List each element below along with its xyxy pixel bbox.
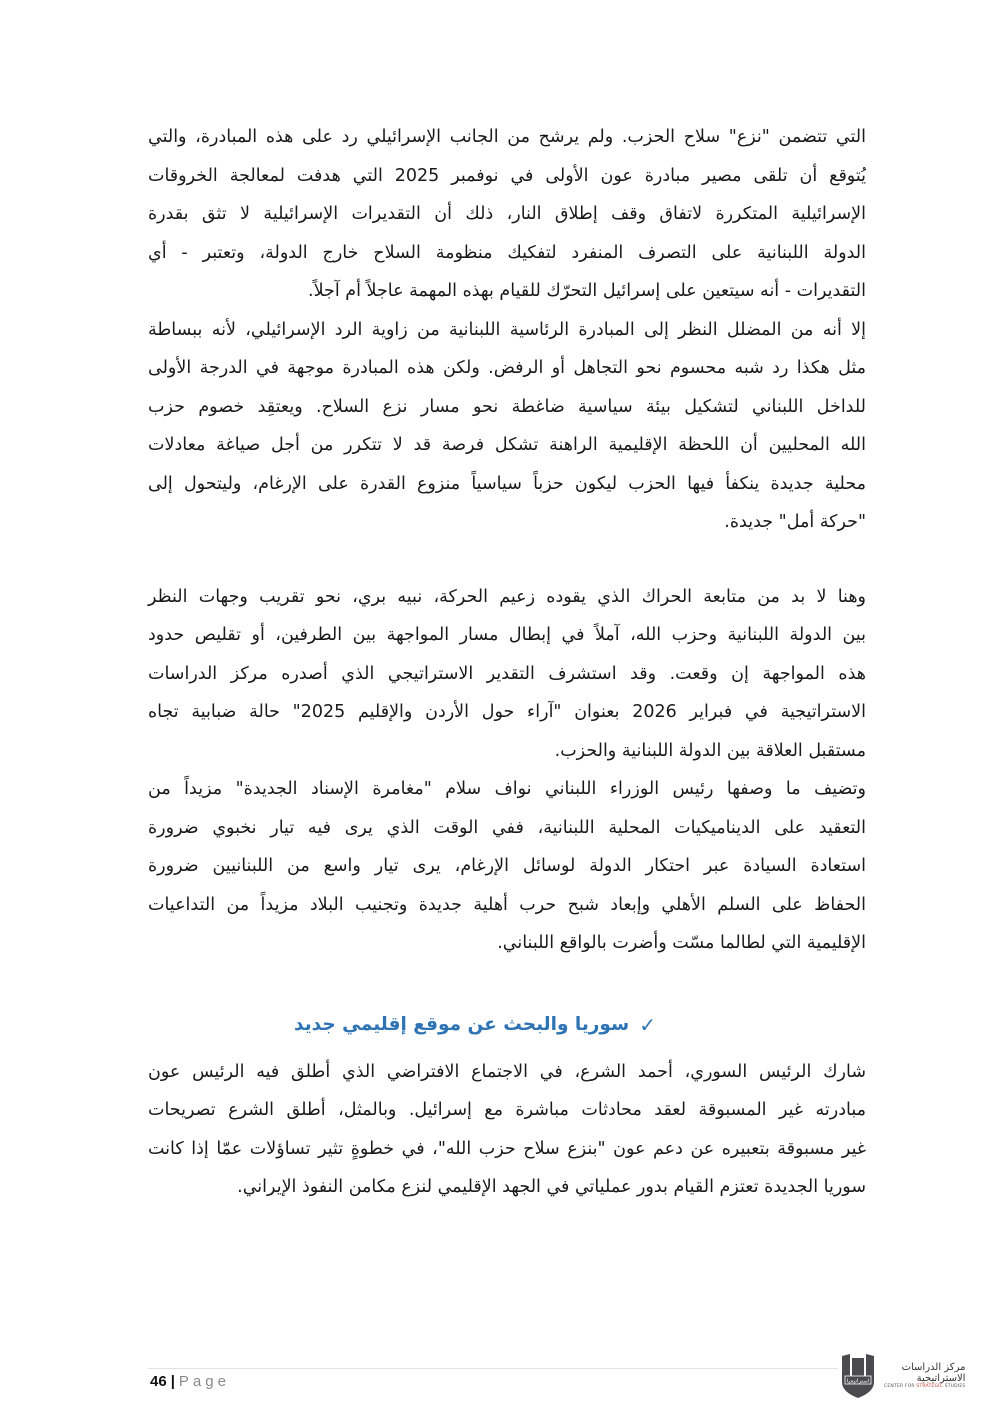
logo-name-en: CENTER FOR STRATEGIC STUDIES [884, 1384, 966, 1389]
text-line: الإقليمية التي لطالما مسّت وأضرت بالواقع اللبناني. [497, 933, 866, 953]
text-line: إلا أنه من المضلل النظر إلى المبادرة الرئاسية اللبنانية من زاوية الرد الإسرائيلي، لأنه ببساطة [148, 319, 866, 340]
paragraph [148, 311, 866, 542]
text-line: سوريا الجديدة تعتزم القيام بدور عملياتي في الجهد الإقليمي لنزع مكامن النفوذ الإيراني. [237, 1177, 866, 1197]
logo-name-line1: مركز الدراسات [901, 1362, 966, 1373]
shield-emblem-icon [838, 1352, 878, 1400]
svg-text:استراتيجيا: استراتيجيا [846, 1378, 870, 1385]
text-line: مثل هكذا رد شبه محسوم نحو التجاهل أو الرفض. ولكن هذه المبادرة موجهة في الدرجة الأولى [148, 358, 866, 378]
text-line: شارك الرئيس السوري، أحمد الشرع، في الاجتماع الافتراضي الذي أطلق فيه الرئيس عون [148, 1061, 866, 1082]
paragraph [148, 770, 866, 963]
page-separator: | [170, 1373, 175, 1390]
text-line: غير مسبوقة بتعبيره عن دعم عون "بنزع سلاح حزب الله"، في خطوةٍ تثير تساؤلات عمّا إذا كانت [148, 1138, 866, 1159]
text-line: الإسرائيلية المتكررة لاتفاق وقف إطلاق النار، ذلك أن التقديرات الإسرائيلية لا تثق بقدرة [148, 204, 866, 224]
checkmark-icon: ✓ [639, 1012, 656, 1037]
section-heading-text: سوريا والبحث عن موقع إقليمي جديد [294, 1014, 630, 1035]
text-line: التقديرات - أنه سيتعين على إسرائيل التحرّك للقيام بهذه المهمة عاجلاً أم آجلاً. [308, 281, 866, 301]
text-line: هذه المواجهة إن وقعت. وقد استشرف التقدير الاستراتيجي الذي أصدره مركز الدراسات [148, 663, 866, 684]
text-line: للداخل اللبناني لتشكيل بيئة سياسية ضاغطة نحو مسار نزع السلاح. ويعتقِد خصوم حزب [148, 396, 866, 417]
organization-logo [838, 1348, 988, 1404]
text-line: الحفاظ على السلم الأهلي وإبعاد شبح حرب أهلية جديدة وتجنيب البلاد مزيداً من التداعيات [148, 894, 866, 915]
text-line: يُتوقع أن تلقى مصير مبادرة عون الأولى في نوفمبر 2025 التي هدفت لمعالجة الخروقات [148, 165, 867, 186]
section-heading [148, 1013, 656, 1037]
page-label: Page [178, 1373, 230, 1390]
text-line: استعادة السيادة عبر احتكار الدولة لوسائل الإرغام، يرى تيار واسع من اللبنانيين ضرورة [148, 856, 866, 876]
logo-name-line2: الاستراتيجية [916, 1373, 966, 1384]
text-line: مبادرته غير المسبوقة لعقد محادثات مباشرة مع إسرائيل. وبالمثل، أطلق الشرع تصريحات [148, 1100, 866, 1120]
document-body [148, 118, 866, 1207]
text-line: التي تتضمن "نزع" سلاح الحزب. ولم يرشح من الجانب الإسرائيلي رد على هذه المبادرة، والتي [148, 127, 866, 147]
text-line: محلية جديدة ينكفأ فيها الحزب ليكون حزباً سياسياً منزوع القدرة على الإرغام، وليتحول إلى [148, 473, 866, 494]
text-line: "حركة أمل" جديدة. [724, 512, 866, 532]
text-line: وتضيف ما وصفها رئيس الوزراء اللبناني نواف سلام "مغامرة الإسناد الجديدة" مزيداً من [148, 779, 866, 799]
text-line: وهنا لا بد من متابعة الحراك الذي يقوده زعيم الحركة، نبيه بري، نحو تقريب وجهات النظر [148, 586, 866, 607]
paragraph [148, 578, 866, 771]
footer-divider [148, 1368, 838, 1369]
page-number-value: 46 [150, 1373, 167, 1390]
text-line: بين الدولة اللبنانية وحزب الله، آملاً في إبطال مسار المواجهة بين الطرفين، أو تقليص حدود [148, 625, 866, 645]
text-line: الاستراتيجية في فبراير 2026 بعنوان "آراء حول الأردن والإقليم 2025" حالة ضبابية تجاه [148, 702, 866, 722]
text-line: الدولة اللبنانية على التصرف المنفرد لتفكيك منظومة السلاح خارج الدولة، وتعتبر - أي [148, 242, 866, 263]
paragraph [148, 1053, 866, 1207]
text-line: مستقبل العلاقة بين الدولة اللبنانية والحزب. [554, 740, 866, 761]
page-number [150, 1373, 230, 1390]
text-line: الله المحليين أن اللحظة الإقليمية الراهنة تشكل فرصة قد لا تتكرر من أجل صياغة معادلات [148, 435, 866, 455]
logo-text [884, 1362, 965, 1390]
paragraph [148, 118, 866, 311]
text-line: التعقيد على الديناميكيات المحلية اللبنانية، ففي الوقت الذي يرى فيه تيار نخبوي ضرورة [148, 817, 866, 838]
